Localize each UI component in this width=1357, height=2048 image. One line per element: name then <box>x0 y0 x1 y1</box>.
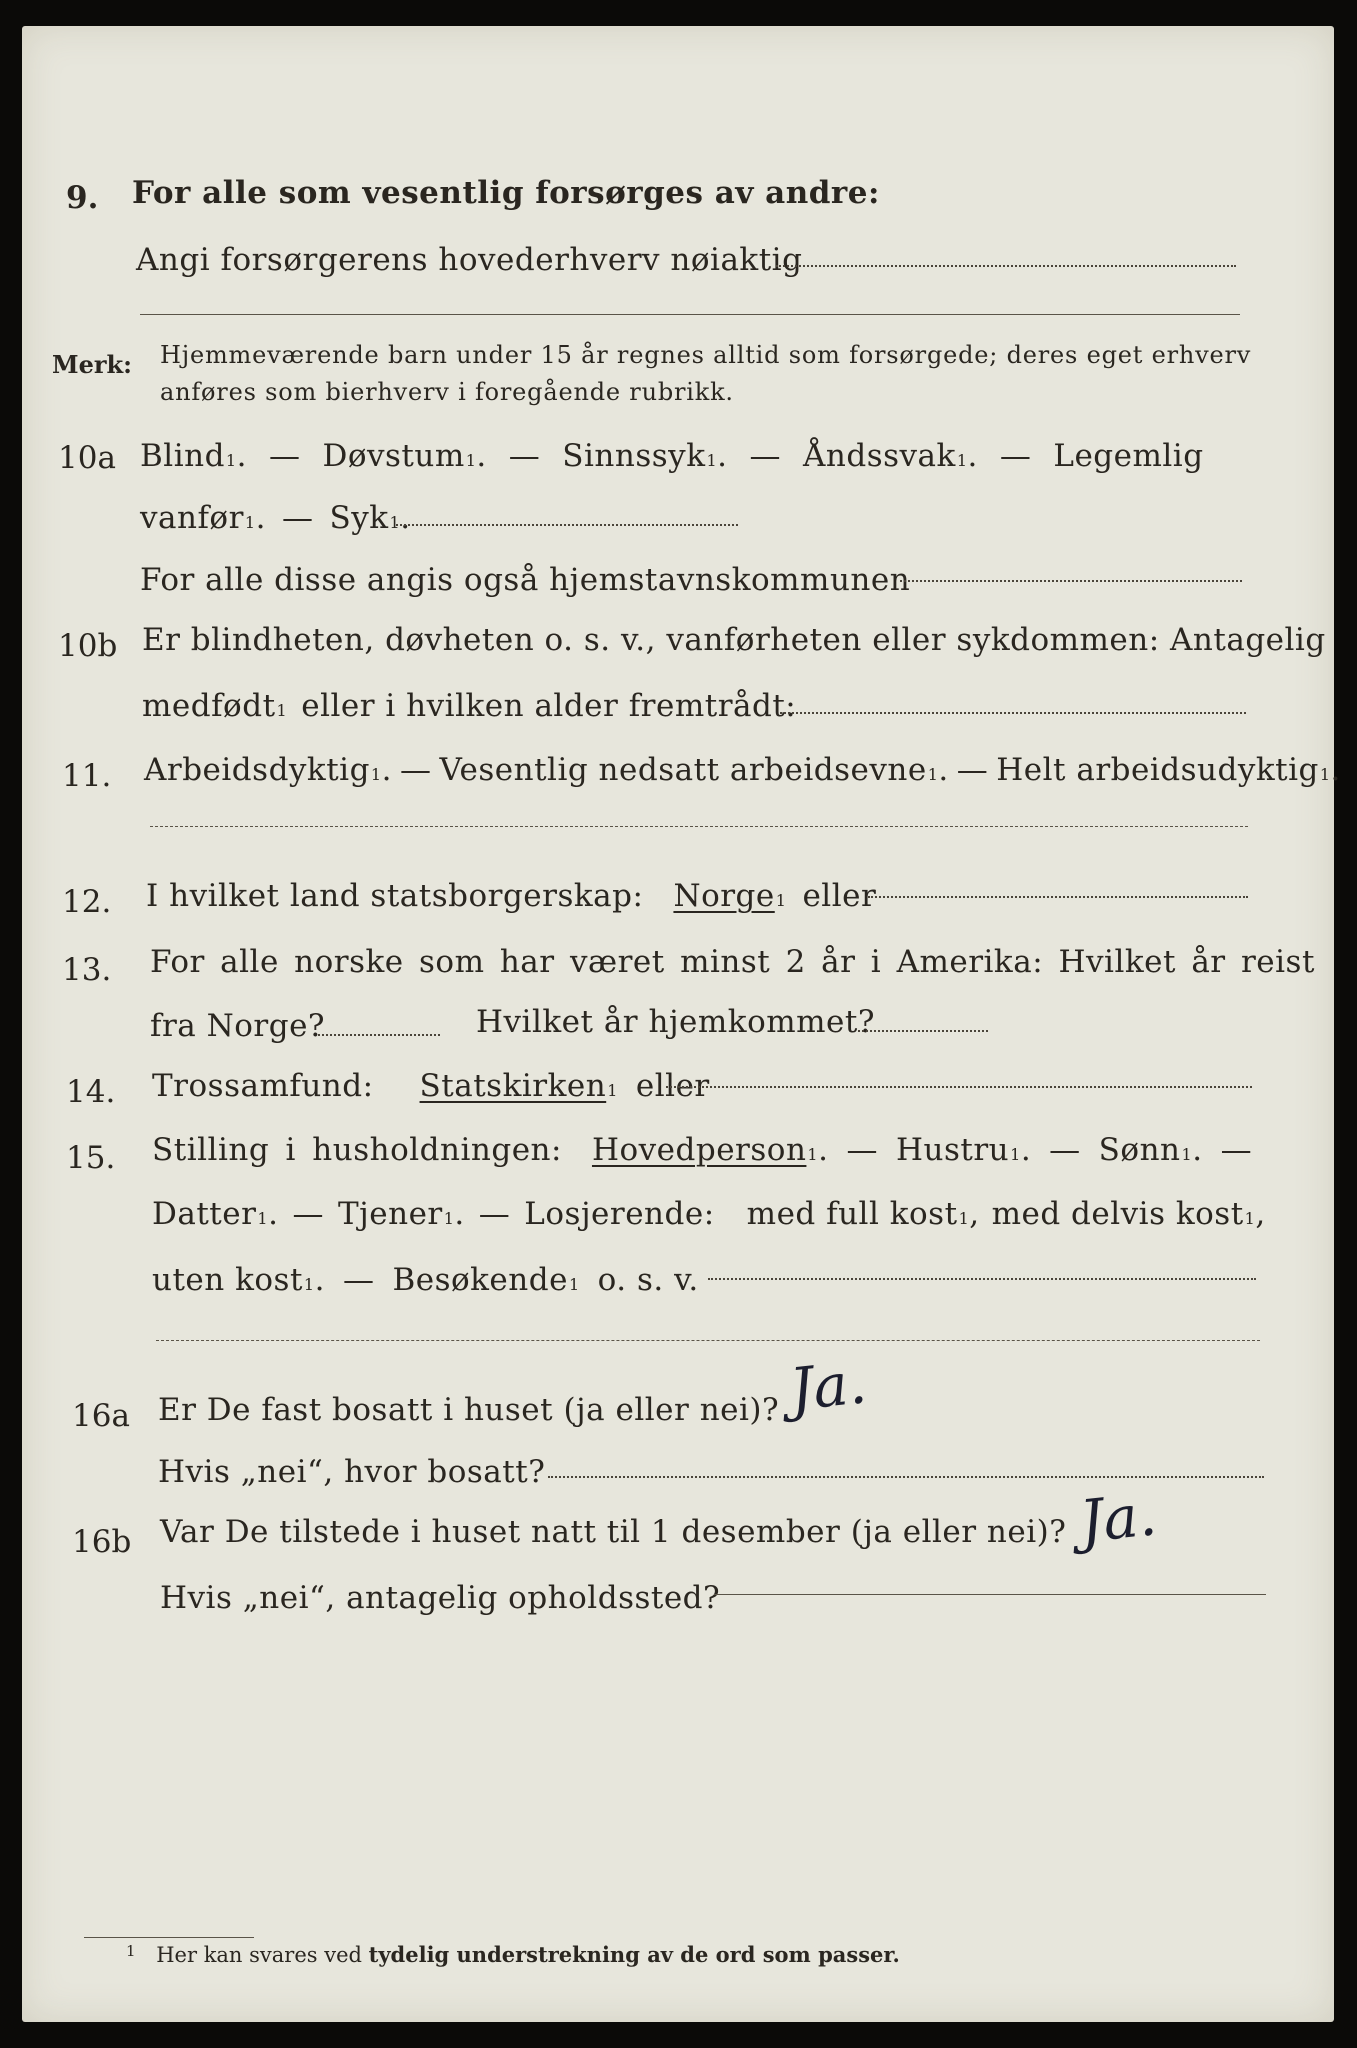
footnote <box>126 1942 900 1967</box>
q14-answer-field[interactable] <box>666 1086 1252 1088</box>
q15-line3: uten kost 1 . — Besøkende 1 o. s. v. <box>152 1262 699 1298</box>
q12-line: I hvilket land statsborgerskap: Norge 1 eller <box>146 878 877 914</box>
q15-text: Stilling i husholdningen: <box>152 1132 562 1168</box>
q14-line: Trossamfund: Statskirken 1 eller <box>152 1068 710 1104</box>
q12-norge[interactable]: Norge <box>673 878 775 914</box>
q15-osv: o. s. v. <box>597 1262 699 1298</box>
q10b-line2: medfødt 1 eller i hvilken alder fremtrådt: <box>142 688 797 724</box>
q12-answer-field[interactable] <box>868 896 1248 898</box>
q16b-line2: Hvis „nei“, antagelig opholdssted? <box>160 1580 721 1616</box>
q10b-medfodt[interactable]: medfødt <box>142 688 276 724</box>
q15-losjerende: Losjerende: <box>524 1196 715 1232</box>
q9-answer-field[interactable] <box>776 265 1236 267</box>
q10a-vanfor[interactable]: vanfør <box>140 500 244 536</box>
q16b-line1: Var De tilstede i huset natt til 1 desember (ja eller nei)? <box>160 1514 1067 1550</box>
q10a-blind[interactable]: Blind <box>140 438 225 474</box>
q15-line2: Datter 1 . — Tjener 1 . — Losjerende: med full kost 1 , med delvis kost 1 , <box>152 1196 1266 1232</box>
merk-label: Merk: <box>52 350 132 379</box>
merk-line2: anføres som bierhverv i foregående rubrikk. <box>160 378 734 406</box>
q15-uten-kost[interactable]: uten kost <box>152 1262 303 1298</box>
q12-eller: eller <box>802 878 877 914</box>
q15-hustru[interactable]: Hustru <box>895 1132 1010 1168</box>
q12-number: 12. <box>62 884 112 920</box>
q16a-line1: Er De fast bosatt i huset (ja eller nei)? <box>158 1392 780 1428</box>
q15-full-kost[interactable]: med full kost <box>746 1196 958 1232</box>
q9-line1 <box>132 175 880 211</box>
q11-line: Arbeidsdyktig 1 . — Vesentlig nedsatt arbeidsevne 1 . — Helt arbeidsudyktig 1 . <box>144 752 1341 788</box>
q13-line2b: Hvilket år hjemkommet? <box>476 1004 875 1040</box>
q14-text: Trossamfund: <box>152 1068 374 1104</box>
q11-answer-line[interactable] <box>150 826 1248 827</box>
q10a-andssvak[interactable]: Åndssvak <box>803 438 956 474</box>
q15-delvis-kost[interactable]: med delvis kost <box>991 1196 1244 1232</box>
q10a-legemlig[interactable]: Legemlig <box>1053 438 1204 474</box>
merk-line1: Hjemmeværende barn under 15 år regnes alltid som forsørgede; deres eget erhverv <box>160 341 1252 369</box>
q16b-handwritten-answer[interactable]: Ja. <box>1076 1480 1160 1556</box>
q16b-number: 16b <box>72 1524 132 1560</box>
q13-line2a: fra Norge? <box>150 1008 326 1044</box>
q10a-number: 10a <box>58 440 116 476</box>
q15-tjener[interactable]: Tjener <box>337 1196 443 1232</box>
q10a-answer-field[interactable] <box>396 524 738 526</box>
q16a-number: 16a <box>72 1398 130 1434</box>
q13-hjemkommet-field[interactable] <box>858 1030 988 1032</box>
q13-reist-field[interactable] <box>318 1034 440 1036</box>
q15-line1: Stilling i husholdningen: Hovedperson 1 . — Hustru 1 . — Sønn 1 . — <box>152 1132 1253 1168</box>
q13-line1: For alle norske som har været minst 2 år i Amerika: Hvilket år reist <box>150 944 1315 980</box>
q10a-hjemstavn-field[interactable] <box>900 580 1242 582</box>
q15-besokende[interactable]: Besøkende <box>392 1262 568 1298</box>
q16a-handwritten-answer[interactable]: Ja. <box>786 1348 870 1424</box>
footnote-mark: 1 <box>126 1942 136 1960</box>
q11-opt1[interactable]: Arbeidsdyktig <box>144 752 370 788</box>
q11-opt3[interactable]: Helt arbeidsudyktig <box>996 752 1319 788</box>
q9-answer-line-2[interactable] <box>140 314 1240 315</box>
q10b-line1: Er blindheten, døvheten o. s. v., vanførheten eller sykdommen: Antagelig <box>142 622 1326 658</box>
q10a-line3: For alle disse angis også hjemstavnskommunen <box>140 562 911 598</box>
q9-line2 <box>136 242 802 278</box>
q15-answer-field[interactable] <box>708 1278 1256 1280</box>
q10a-sinnssyk[interactable]: Sinnssyk <box>562 438 706 474</box>
q10a-line2: vanfør 1 . — Syk 1 . <box>140 500 411 536</box>
footnote-divider <box>84 1937 254 1938</box>
footnote-text-b: tydelig understrekning av de ord som passer. <box>368 1942 900 1967</box>
q12-text: I hvilket land statsborgerskap: <box>146 878 644 914</box>
q15-answer-line-2[interactable] <box>156 1340 1260 1341</box>
q15-hovedperson[interactable]: Hovedperson <box>591 1132 807 1168</box>
q15-datter[interactable]: Datter <box>152 1196 257 1232</box>
q14-number: 14. <box>66 1074 116 1110</box>
footnote-text-a: Her kan svares ved <box>156 1943 362 1967</box>
q14-statskirken[interactable]: Statskirken <box>419 1068 607 1104</box>
q13-number: 13. <box>62 952 112 988</box>
q10a-dovstum[interactable]: Døvstum <box>322 438 465 474</box>
q10b-line2-rest: eller i hvilken alder fremtrådt: <box>301 688 797 724</box>
q16a-bosatt-field[interactable] <box>548 1476 1264 1478</box>
q10b-number: 10b <box>58 628 118 664</box>
q9-line1-text: For alle som vesentlig forsørges av andre: <box>132 175 880 211</box>
q14-eller: eller <box>635 1068 710 1104</box>
q15-number: 15. <box>66 1140 116 1176</box>
q16a-line2: Hvis „nei“, hvor bosatt? <box>158 1454 546 1490</box>
q15-sonn[interactable]: Sønn <box>1098 1132 1181 1168</box>
q11-opt2[interactable]: Vesentlig nedsatt arbeidsevne <box>439 752 927 788</box>
q10b-answer-field[interactable] <box>780 712 1246 714</box>
q9-line2-text: Angi forsørgerens hovederhverv nøiaktig <box>136 242 803 278</box>
q16b-opholdssted-field[interactable] <box>714 1594 1266 1595</box>
q11-number: 11. <box>62 758 112 794</box>
q10a-line1: Blind 1 . — Døvstum 1 . — Sinnssyk 1 . — Åndssvak 1 . — Legemlig <box>140 438 1204 474</box>
q10a-syk[interactable]: Syk <box>329 500 389 536</box>
q9-number: 9. <box>66 180 99 216</box>
